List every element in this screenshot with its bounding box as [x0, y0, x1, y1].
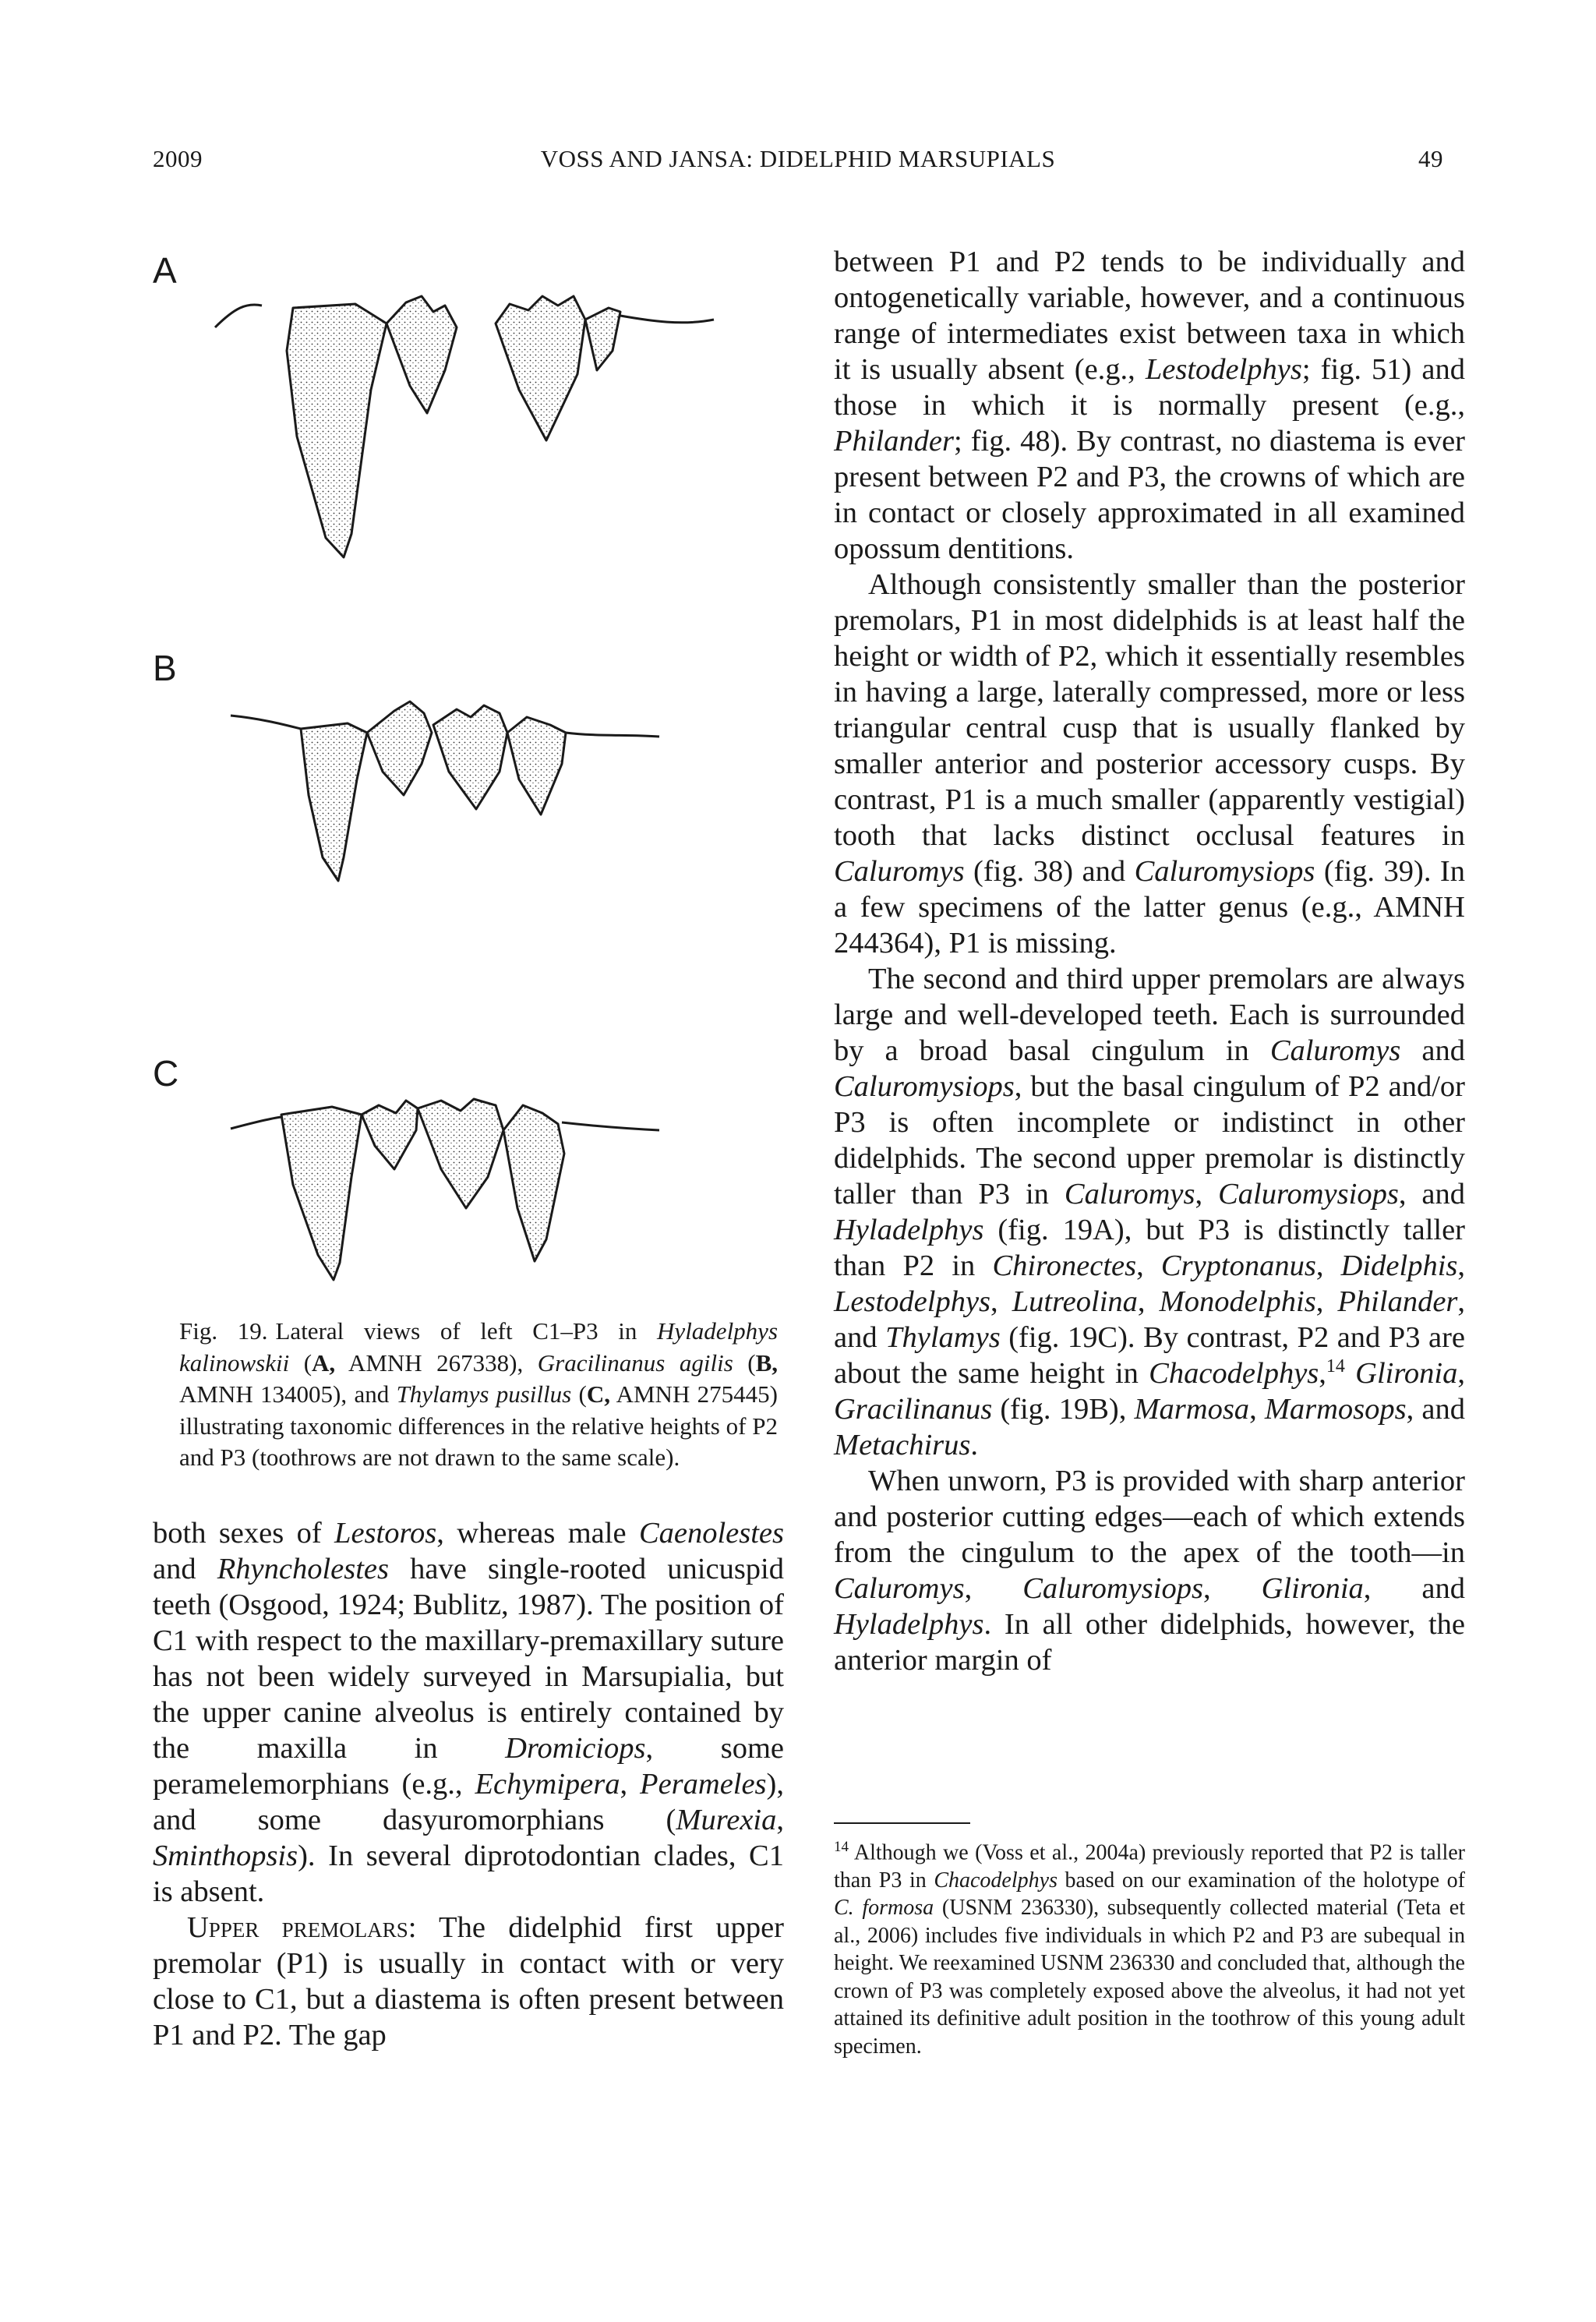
- panel-label-a: A: [153, 250, 177, 291]
- right-column-paragraph: Although consistently smaller than the posterior premolars, P1 in most didelphids is at least half the height or width of P2, which it essentially resembles in having a large, laterally compressed, more or less triangular central cusp that is usually flanked by smaller anterior and posterior accessory cusps. By contrast, P1 is a much smaller (apparently vestigial) tooth that lacks distinct occlusal features in Caluromys (fig. 38) and Caluromysiops (fig. 39). In a few specimens of the latter genus (e.g., AMNH 244364), P1 is missing.: [834, 568, 1466, 960]
- left-column-paragraph: Upper premolars: The didelphid first upper premolar (P1) is usually in contact with or very close to C1, but a diastema is often present between P1 and P2. The gap: [153, 1911, 784, 2052]
- left-column-paragraph: both sexes of Lestoros, whereas male Caenolestes and Rhyncholestes have single-rooted unicuspid teeth (Osgood, 1924; Bublitz, 1987). The position of C1 with respect to the maxillary-premaxillary suture has not been widely surveyed in Marsupialia, but the upper canine alveolus is entirely contained by the maxilla in Dromiciops, some peramelemorphians (e.g., Echymipera, Perameles), and some dasyuromorphians (Murexia, Sminthopsis). In several diprotodontian clades, C1 is absent.: [153, 1517, 784, 1908]
- panel-label-b: B: [153, 648, 177, 688]
- figure-caption: [179, 1316, 778, 1474]
- right-column-paragraph: between P1 and P2 tends to be individually and ontogenetically variable, however, and a continuous range of intermediates exist between taxa in which it is usually absent (e.g., Lestodelphys; fig. 51) and those in which it is normally present (e.g., Philander; fig. 48). By contrast, no diastema is ever present between P2 and P3, the crowns of which are in contact or closely approximated in all examined opossum dentitions.: [834, 246, 1465, 565]
- toothrow-a-drawing: [215, 296, 714, 557]
- toothrow-drawings: [153, 234, 792, 1309]
- right-column: [834, 244, 1465, 1678]
- header-running-title: VOSS AND JANSA: DIDELPHID MARSUPIALS: [540, 145, 1056, 172]
- panel-label-c: C: [153, 1053, 179, 1094]
- figure-caption-text: Lateral views of left C1–P3 in Hyladelphys kalinowskii (A, AMNH 267338), Gracilinanus agilis (B, AMNH 134005), and Thylamys pusillus (C, AMNH 275445) illustrating taxonomic differences in the relative heights of P2 and P3 (toothrows are not drawn to the same scale).: [179, 1317, 779, 1471]
- right-column-paragraph: When unworn, P3 is provided with sharp anterior and posterior cutting edges—each of which extends from the cingulum to the apex of the tooth—in Caluromys, Caluromysiops, Glironia, and Hyladelphys. In all other didelphids, however, the anterior margin of: [834, 1465, 1466, 1677]
- footnote-text: Although we (Voss et al., 2004a) previously reported that P2 is taller than P3 in Chacodelphys based on our examination of the holotype of C. formosa (USNM 236330), subsequently collected material (Teta et al., 2006) includes five individuals in which P2 and P3 are subequal in height. We reexamined USNM 236330 and concluded that, although the crown of P3 was completely exposed above the alveolus, it had not yet attained its definitive adult position in the toothrow of this young adult specimen.: [834, 1840, 1466, 2059]
- running-header: [153, 145, 1443, 179]
- figure-label: Fig. 19.: [179, 1317, 268, 1345]
- header-year: 2009: [153, 145, 203, 172]
- toothrow-c-drawing: [231, 1099, 659, 1280]
- footnote-rule: [834, 1822, 970, 1824]
- footnote-14: [834, 1833, 1465, 2060]
- figure-19: [153, 234, 792, 1309]
- left-column: [153, 1515, 784, 2053]
- right-column-paragraph: The second and third upper premolars are always large and well-developed teeth. Each is surrounded by a broad basal cingulum in Caluromys and Caluromysiops, but the basal cingulum of P2 and/or P3 is often incomplete or indistinct in other didelphids. The second upper premolar is distinctly taller than P3 in Caluromys, Caluromysiops, and Hyladelphys (fig. 19A), but P3 is distinctly taller than P2 in Chironectes, Cryptonanus, Didelphis, Lestodelphys, Lutreolina, Monodelphis, Philander, and Thylamys (fig. 19C). By contrast, P2 and P3 are about the same height in Chacodelphys,$^{14}$ Glironia, Gracilinanus (fig. 19B), Marmosa, Marmosops, and Metachirus.: [834, 963, 1466, 1461]
- toothrow-b-drawing: [231, 702, 659, 881]
- header-page-number: 49: [1418, 145, 1443, 172]
- footnote-number: 14: [834, 1839, 849, 1855]
